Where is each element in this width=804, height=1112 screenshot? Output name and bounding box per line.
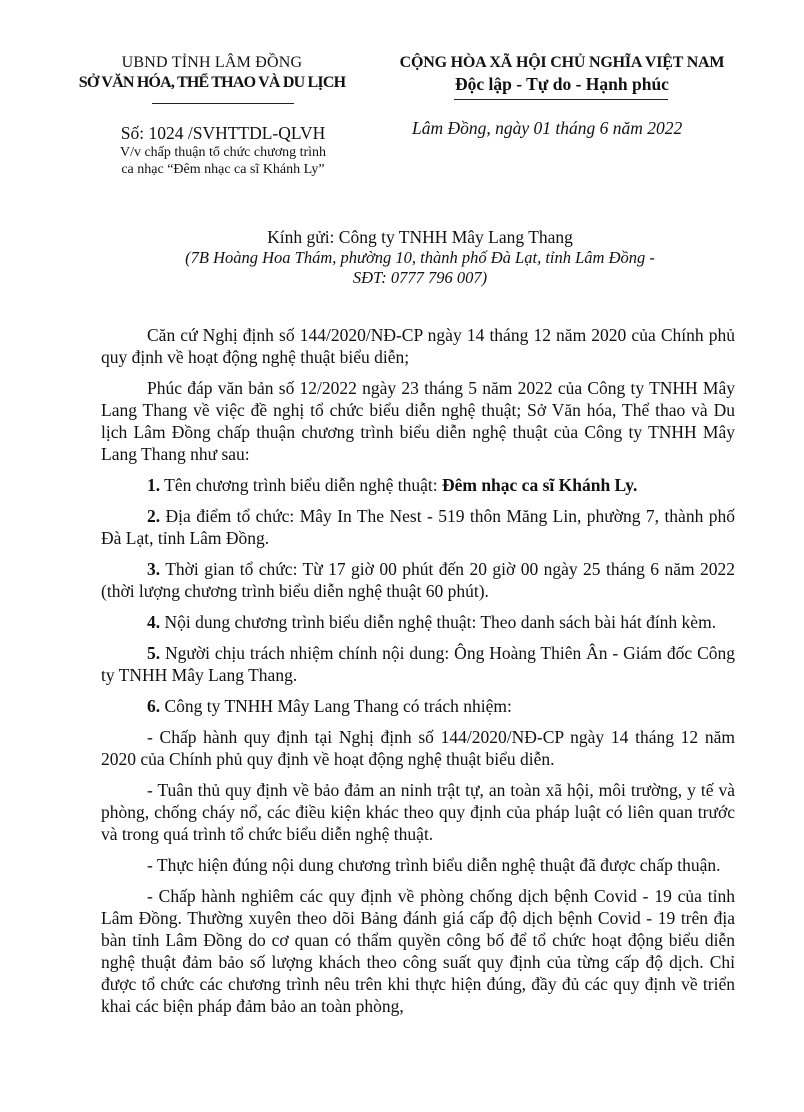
reply-paragraph: Phúc đáp văn bản số 12/2022 ngày 23 tháng 5 năm 2022 của Công ty TNHH Mây Lang Thang về việc đề nghị tổ chức biểu diễn nghệ thuật; Sở Văn hóa, Thể thao và Du lịch Lâm Đồng chấp thuận chương trình biểu diễn nghệ thuật của Công ty TNHH Mây Lang Thang như sau: — [101, 378, 735, 464]
item-text: Thời gian tổ chức: Từ 17 giờ 00 phút đến 20 giờ 00 ngày 25 tháng 6 năm 2022 (thời lượng chương trình biểu diễn nghệ thuật 60 phút). — [101, 559, 735, 601]
item-number: 6. — [147, 696, 161, 716]
agency-underline — [152, 103, 294, 104]
responsibility-bullet: - Chấp hành quy định tại Nghị định số 144/2020/NĐ-CP ngày 14 tháng 12 năm 2020 của Chính phủ quy định về hoạt động nghệ thuật biểu diễn. — [101, 727, 735, 769]
item-program-name — [101, 474, 735, 496]
responsibility-bullet: - Thực hiện đúng nội dung chương trình biểu diễn nghệ thuật đã được chấp thuận. — [147, 855, 721, 875]
legal-basis-paragraph: Căn cứ Nghị định số 144/2020/NĐ-CP ngày 14 tháng 12 năm 2020 của Chính phủ quy định về hoạt động nghệ thuật biểu diễn; — [101, 325, 735, 367]
department-name: SỞ VĂN HÓA, THỂ THAO VÀ DU LỊCH — [78, 74, 346, 91]
program-title: Đêm nhạc ca sĩ Khánh Ly. — [441, 475, 638, 495]
recipient-phone: SĐT: 0777 796 007) — [352, 268, 488, 287]
item-text: Công ty TNHH Mây Lang Thang có trách nhiệm: — [160, 696, 512, 716]
responsibility-bullet: - Chấp hành nghiêm các quy định về phòng chống dịch bệnh Covid - 19 của tỉnh Lâm Đồng. Thường xuyên theo dõi Bảng đánh giá cấp độ dịch bệnh Covid - 19 trên địa bàn tỉnh Lâm Đồng do cơ quan có thẩm quyền công bố để tổ chức hoạt động biểu diễn nghệ thuật đảm bảo số lượng khách theo công suất quy định của từng cấp độ dịch. Chỉ được tổ chức các chương trình nêu trên khi thực hiện đúng, đầy đủ các quy định về triển khai các biện pháp đảm bảo an toàn phòng, — [101, 886, 735, 1016]
item-number: 5. — [147, 643, 161, 663]
item-number: 3. — [147, 559, 161, 579]
recipient-line: Kính gửi: Công ty TNHH Mây Lang Thang — [267, 227, 573, 247]
recipient-address: (7B Hoàng Hoa Thám, phường 10, thành phố Đà Lạt, tỉnh Lâm Đồng - — [185, 248, 655, 267]
recipient-block — [110, 226, 730, 288]
item-responsibilities — [101, 695, 735, 717]
item-number: 2. — [147, 506, 161, 526]
place-and-date: Lâm Đồng, ngày 01 tháng 6 năm 2022 — [412, 118, 683, 138]
issuing-agency-block — [62, 53, 362, 93]
subject-line-1: V/v chấp thuận tổ chức chương trình — [119, 145, 327, 160]
item-venue — [101, 505, 735, 549]
national-title-block — [376, 53, 748, 95]
nation-name: CỘNG HÒA XÃ HỘI CHỦ NGHĨA VIỆT NAM — [399, 54, 725, 71]
item-number: 4. — [147, 612, 161, 632]
document-number: Số: 1024 /SVHTTDL-QLVH — [120, 123, 326, 143]
item-responsible-person — [101, 642, 735, 686]
item-number: 1. — [147, 475, 161, 495]
item-text: Nội dung chương trình biểu diễn nghệ thuật: Theo danh sách bài hát đính kèm. — [160, 612, 717, 632]
item-content — [101, 611, 735, 633]
document-body — [101, 324, 735, 1026]
item-text: Tên chương trình biểu diễn nghệ thuật: — [160, 475, 442, 495]
item-time — [101, 558, 735, 602]
agency-name: UBND TỈNH LÂM ĐỒNG — [121, 54, 303, 71]
item-text: Người chịu trách nhiệm chính nội dung: Ông Hoàng Thiên Ân - Giám đốc Công ty TNHH Mây Lang Thang. — [101, 643, 735, 685]
item-text: Địa điểm tổ chức: Mây In The Nest - 519 thôn Măng Lin, phường 7, thành phố Đà Lạt, tỉnh Lâm Đồng. — [101, 506, 735, 548]
responsibility-bullet: - Tuân thủ quy định về bảo đảm an ninh trật tự, an toàn xã hội, môi trường, y tế và phòng, chống cháy nổ, các điều kiện khác theo quy định của pháp luật có liên quan trước và trong quá trình tổ chức biểu diễn nghệ thuật. — [101, 780, 735, 844]
subject-line-2: ca nhạc “Đêm nhạc ca sĩ Khánh Ly” — [121, 162, 325, 177]
motto-underline — [454, 99, 668, 100]
national-motto: Độc lập - Tự do - Hạnh phúc — [455, 74, 669, 94]
document-subject — [78, 144, 368, 178]
